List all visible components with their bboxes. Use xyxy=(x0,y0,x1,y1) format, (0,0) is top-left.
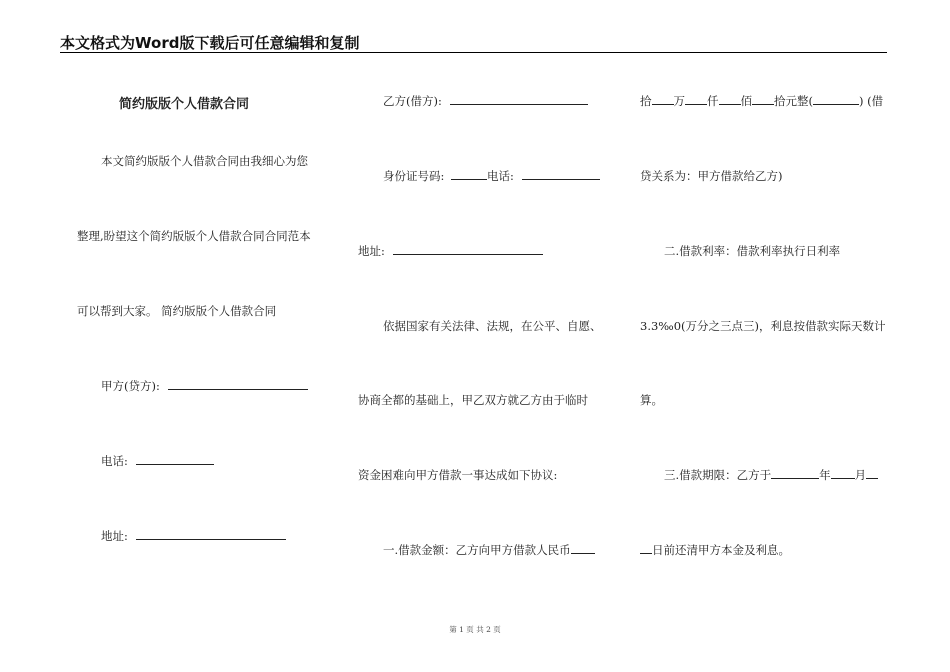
amount-label: 一.借款金额：乙方向甲方借款人民币 xyxy=(383,543,571,557)
page-number: 第 1 页 共 2 页 xyxy=(449,625,501,634)
unit-blank xyxy=(652,94,674,105)
lender-address-label: 地址: xyxy=(101,529,128,543)
borrower-address-blank xyxy=(393,244,543,255)
clause-line-1: 依据国家有关法律、法规，在公平、自愿、 xyxy=(383,319,602,333)
unit-wan: 万 xyxy=(673,94,685,108)
calc-line: 算。 xyxy=(640,393,663,407)
rate-value: 3.3‰0(万分之三点三)，利息按借款实际天数计 xyxy=(640,319,886,333)
clause-line-2: 协商全都的基础上，甲乙双方就乙方由于临时 xyxy=(358,393,588,407)
lender-phone-field xyxy=(101,454,214,468)
amount-blank xyxy=(571,543,595,554)
borrower-blank xyxy=(450,94,588,105)
term-prefix: 三.借款期限：乙方于 xyxy=(664,468,772,482)
intro-line-2: 整理,盼望这个简约版版个人借款合同合同范本 xyxy=(77,229,311,243)
term-month: 月 xyxy=(854,468,867,482)
intro-line-1: 本文简约版版个人借款合同由我细心为您 xyxy=(101,154,308,168)
unit-close: ) (借 xyxy=(859,94,884,108)
term-day-blank-continued xyxy=(640,543,652,554)
unit-shiyuanzheng: 拾元整( xyxy=(774,94,813,108)
amount-field xyxy=(383,543,595,557)
amount-units-line xyxy=(640,94,883,108)
unit-blank xyxy=(719,94,741,105)
unit-blank xyxy=(813,94,859,105)
lender-blank xyxy=(168,379,308,390)
id-blank xyxy=(451,169,487,180)
header-divider xyxy=(60,52,887,53)
borrower-label: 乙方(借方): xyxy=(383,94,442,108)
unit-shi: 拾 xyxy=(640,94,652,108)
borrower-address-label: 地址: xyxy=(358,244,385,258)
term-month-blank xyxy=(831,468,855,479)
lender-address-blank xyxy=(136,529,286,540)
document-title: 简约版版个人借款合同 xyxy=(119,97,250,112)
term-end: 日前还清甲方本金及利息。 xyxy=(652,543,790,557)
borrower-phone-label: 电话: xyxy=(487,169,514,183)
lender-field xyxy=(101,379,308,393)
header-note: 本文格式为Word版下载后可任意编辑和复制 xyxy=(60,34,360,52)
unit-blank xyxy=(752,94,774,105)
lender-label: 甲方(贷方): xyxy=(101,379,160,393)
lender-phone-blank xyxy=(136,454,214,465)
id-field xyxy=(383,169,600,183)
id-label: 身份证号码: xyxy=(383,169,445,183)
borrower-address-field xyxy=(358,244,543,258)
lender-phone-label: 电话: xyxy=(101,454,128,468)
term-end-line xyxy=(640,543,790,557)
borrower-field xyxy=(383,94,588,108)
borrower-phone-blank xyxy=(522,169,600,180)
relation-line: 贷关系为：甲方借款给乙方) xyxy=(640,169,783,183)
unit-bai: 佰 xyxy=(740,94,752,108)
intro-line-3: 可以帮到大家。 简约版版个人借款合同 xyxy=(77,304,277,318)
term-year: 年 xyxy=(819,468,831,482)
term-day-blank xyxy=(866,468,878,479)
unit-blank xyxy=(685,94,707,105)
clause-line-3: 资金困难向甲方借款一事达成如下协议: xyxy=(358,468,558,482)
term-year-blank xyxy=(771,468,819,479)
unit-qian: 仟 xyxy=(707,94,719,108)
rate-title: 二.借款利率：借款利率执行日利率 xyxy=(664,244,841,258)
term-line xyxy=(664,468,878,482)
lender-address-field xyxy=(101,529,286,543)
